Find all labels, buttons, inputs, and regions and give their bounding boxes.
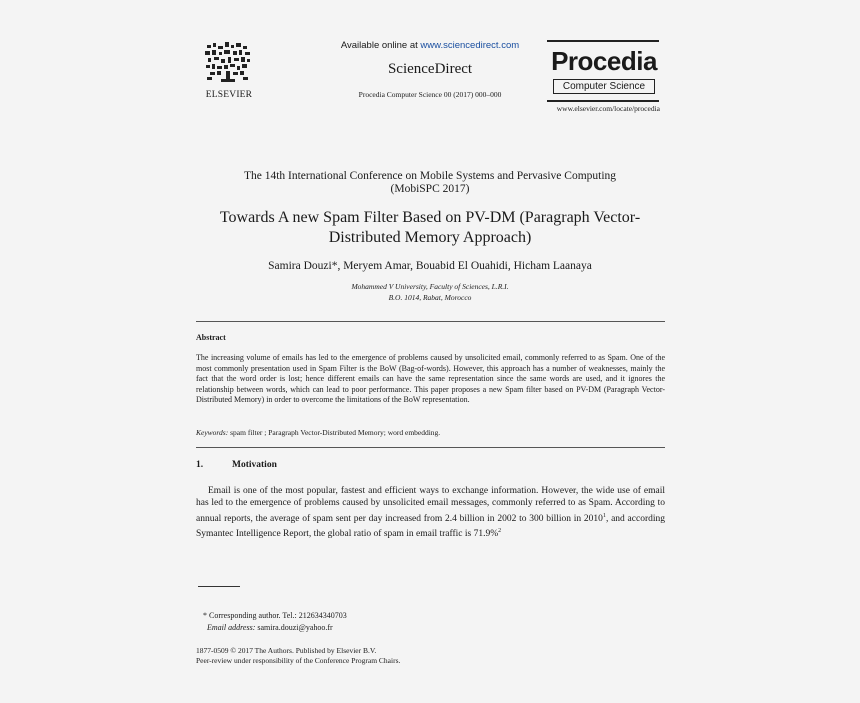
email-value[interactable]: samira.douzi@yahoo.fr [255,623,333,632]
affiliation-line-1: Mohammed V University, Faculty of Sciences, L.R.I. [351,282,509,291]
elsevier-wordmark: ELSEVIER [205,90,253,100]
procedia-url[interactable]: www.elsevier.com/locate/procedia [556,104,660,113]
section-title: Motivation [232,460,277,470]
footnote-ref-2[interactable]: 2 [498,528,502,535]
keywords [196,428,665,437]
procedia-subtitle: Computer Science [553,79,655,94]
abstract-top-rule [196,321,665,322]
affiliation-line-2: B.O. 1014, Rabat, Morocco [388,293,472,302]
copyright-line: 1877-0509 © 2017 The Authors. Published by Elsevier B.V. [196,646,377,655]
email-label: Email address: [207,623,256,632]
conference-line-2: (MobiSPC 2017) [390,183,470,195]
title-line-1: Towards A new Spam Filter Based on PV-DM (Paragraph Vector- [219,209,641,226]
footnote-ref-1[interactable]: 1 [602,512,606,519]
section-body-tail: , and according Symantec Intelligence Report, the global ratio of spam in email traffic is 71.9% [196,513,665,540]
keywords-list: spam filter ; Paragraph Vector-Distributed Memory; word embedding. [228,428,441,437]
available-online [280,40,580,51]
sciencedirect-link[interactable]: www.sciencedirect.com [420,40,520,51]
authors: Samira Douzi*, Meryem Amar, Bouabid El Ouahidi, Hicham Laanaya [268,260,592,272]
journal-reference: Procedia Computer Science 00 (2017) 000–000 [358,90,502,99]
sciencedirect-title: ScienceDirect [387,61,473,77]
footnote-rule [198,586,240,587]
email-address [207,623,333,632]
conference-name [180,170,680,196]
elsevier-logo [203,41,253,97]
section-body-main: Email is one of the most popular, fastest and efficient ways to exchange information. However, the wide use of email has led to the emergence of problems caused by unsolicited email messages, commonly referred to as Spam. According to annual reports, the average of spam sent per day increased from 2.4 billion in 2002 to 300 billion in 2010 [196,486,665,524]
procedia-name: Procedia [551,46,657,76]
title-line-2: Distributed Memory Approach) [328,229,532,246]
available-prefix: Available online at [340,40,421,51]
corresponding-author: * Corresponding author. Tel.: 212634340703 [203,611,347,620]
abstract-bottom-rule [196,447,665,448]
section-number: 1. [196,460,204,470]
conference-line-1: The 14th International Conference on Mobile Systems and Pervasive Computing [243,170,617,182]
paper-title [180,208,680,248]
peer-review-line: Peer-review under responsibility of the Conference Program Chairs. [196,656,401,665]
keywords-label: Keywords: [196,428,229,437]
abstract-heading: Abstract [196,333,226,342]
section-body [196,485,665,541]
abstract-body: The increasing volume of emails has led to the emergence of problems caused by unsolicited email, commonly referred to as Spam. One of the most commonly presentation used in Spam Filter is the BoW (Bag-of-words). However, this approach has a number of weaknesses, mainly the fact that the word order is lost; hence different emails can have the same representation since the same words are used, and it ignores the relationship between words, which can lead to poor performance. This paper proposes a new Spam filter based on PV-DM (Paragraph Vector-Distributed Memory) in order to overcome the limitations of the BoW representation. [196,353,665,405]
